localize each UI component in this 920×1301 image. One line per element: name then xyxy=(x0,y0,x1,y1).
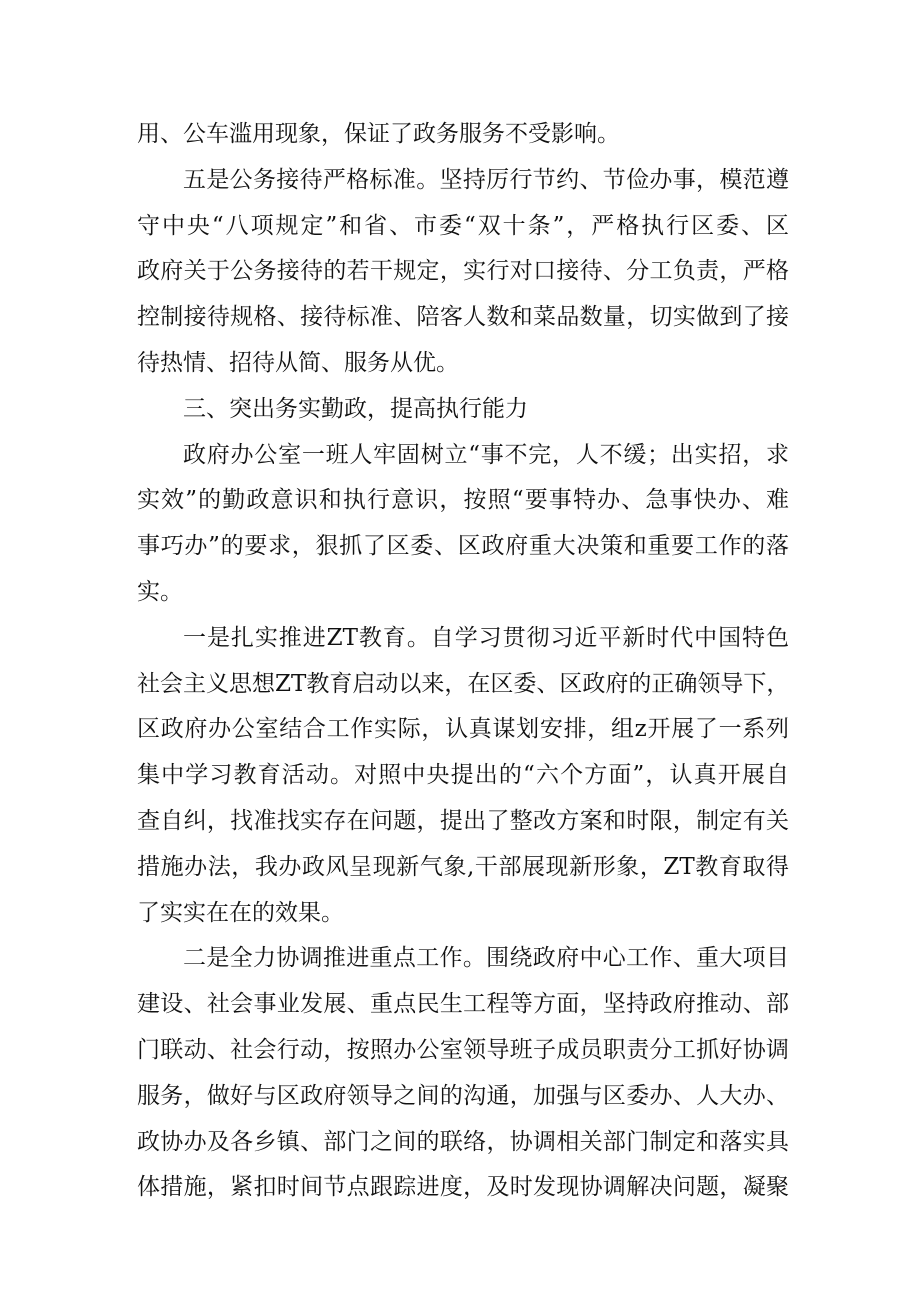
text-line: 事巧办”的要求，狠抓了区委、区政府重大决策和重要工作的落 xyxy=(137,533,789,560)
text-line: 待热情、招待从简、服务从优。 xyxy=(137,349,459,376)
text-line: 门联动、社会行动，按照办公室领导班子成员职责分工抓好协调 xyxy=(137,1036,789,1063)
text-line: 实效”的勤政意识和执行意识，按照“要事特办、急事快办、难 xyxy=(137,487,789,514)
text-line: 控制接待规格、接待标准、陪客人数和菜品数量，切实做到了接 xyxy=(137,304,789,331)
text-line: 了实实在在的效果。 xyxy=(137,899,344,926)
text-line: 政府关于公务接待的若干规定，实行对口接待、分工负责，严格 xyxy=(137,258,789,285)
text-line: 集中学习教育活动。对照中央提出的“六个方面”，认真开展自 xyxy=(137,762,789,789)
document-body xyxy=(137,112,789,1211)
text-line: 措施办法，我办政风呈现新气象,干部展现新形象，ZT教育取得 xyxy=(137,853,789,880)
text-line: 一是扎实推进ZT教育。自学习贯彻习近平新时代中国特色 xyxy=(183,624,789,651)
text-line: 五是公务接待严格标准。坚持厉行节约、节俭办事，模范遵 xyxy=(183,166,789,193)
text-line: 社会主义思想ZT教育启动以来，在区委、区政府的正确领导下， xyxy=(137,670,790,697)
text-line: 用、公车滥用现象，保证了政务服务不受影响。 xyxy=(137,121,620,147)
text-line: 实。 xyxy=(137,578,183,605)
text-line: 体措施，紧扣时间节点跟踪进度，及时发现协调解决问题，凝聚 xyxy=(137,1174,789,1201)
text-line: 区政府办公室结合工作实际，认真谋划安排，组z开展了一系列 xyxy=(137,716,789,743)
text-line: 守中央“八项规定”和省、市委“双十条”，严格执行区委、区 xyxy=(137,212,789,239)
text-line: 政府办公室一班人牢固树立“事不完，人不缓；出实招，求 xyxy=(183,441,789,468)
text-line: 二是全力协调推进重点工作。围绕政府中心工作、重大项目 xyxy=(183,945,789,972)
text-line: 服务，做好与区政府领导之间的沟通，加强与区委办、人大办、 xyxy=(137,1082,789,1109)
text-line: 政协办及各乡镇、部门之间的联络，协调相关部门制定和落实具 xyxy=(137,1128,789,1155)
text-line: 三、突出务实勤政，提高执行能力 xyxy=(183,395,528,422)
text-line: 建设、社会事业发展、重点民生工程等方面，坚持政府推动、部 xyxy=(137,991,789,1018)
text-line: 查自纠，找准找实存在问题，提出了整改方案和时限，制定有关 xyxy=(137,807,789,834)
